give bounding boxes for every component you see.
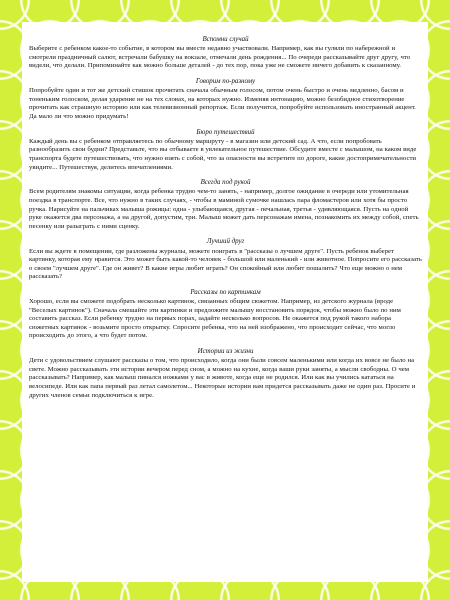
section-best-friend [29, 238, 422, 282]
section-travel-bureau [29, 129, 422, 173]
section-title: Говорим по-разному [195, 77, 256, 85]
section-text: Всем родителям знакомы ситуации, когда ребенка трудно чем-то занять, - например, долгое ожидание в очереди или утомительная поездка в транспорте. Все, что нужно в таких случаях, - чтобы в маминой сумочке нашлась пара фломастеров или хотя бы просто ручка. Нарисуйте на пальчиках малыша рожицы: одна - улыбающаяся, другая - печальная, третья - удивляющаяся. Пусть на одной руке окажется два персонажа, а на другой, допустим, три. Малыш может дать персонажам имена, познакомить их между собой, спеть песенку или разыграть с ними сценку. [29, 188, 419, 230]
section-text: Дети с удовольствием слушают рассказы о том, что происходило, когда они были совсем маленькими или когда их вовсе не было на свете. Можно рассказывать эти истории вечером перед сном, а можно на кухне, когда ваши руки заняты, а мысли свободны. О чем рассказывать? Например, как малыш пинался ножками у вас в животе, когда еще не родился. Или как вы учились кататься на велосипеде. Или как папа первый раз летал самолетом... Некоторые истории вам придется рассказывать даже не один раз. Просите и других членов семьи подключиться к игре. [29, 357, 416, 399]
section-title: Рассказы по картинкам [190, 288, 261, 296]
section-text: Выберите с ребенком какое-то событие, в котором вы вместе недавно участвовали. Например, как вы гуляли по набережной и смотрели праздничный салют, встречали бабушку на вокзале, отмечали день рождения... По очереди рассказывайте друг другу, что видели, что делали. Припоминайте как можно больше деталей - до тех пор, пока уже не сможете ничего добавить к сказанному. [29, 45, 411, 70]
section-life-stories [29, 348, 422, 400]
section-text: Попробуйте один и тот же детский стишок прочитать сначала обычным голосом, потом очень быстро и очень медленно, басом и тоненьким голоском, делая ударение не на тех словах, на которых нужно. Изменяя интонацию, можно безобидное стихотворение прочитать как страшную историю или как телевизионный репортаж. Если получится, попробуйте использовать иностранный акцент. Да мало ли что можно придумать! [29, 87, 416, 120]
section-always-at-hand [29, 179, 422, 231]
article-page [22, 22, 428, 582]
section-picture-stories [29, 289, 422, 341]
section-title: Вспомни случай [202, 36, 249, 43]
section-title: Лучший друг [206, 238, 245, 246]
section-title: Всегда под рукой [200, 179, 251, 187]
section-title: Истории из жизни [197, 348, 254, 356]
section-speak-differently [29, 78, 422, 122]
section-remember-event [29, 36, 422, 71]
section-title: Бюро путешествий [196, 128, 255, 136]
section-text: Хорошо, если вы сможете подобрать несколько картинок, связанных общим сюжетом. Например, из детского журнала (вроде "Веселых картинок"). Сначала смешайте эти картинки и предложите малышу восстановить порядок, чтобы можно было по ним составить рассказ. Если ребенку трудно на первых порах, задайте несколько вопросов. Не окажется под рукой такого набора сюжетных картинок - возьмите просто открытку. Спросите ребенка, что на ней изображено, что происходит сейчас, что могло происходить до этого, а что будет потом. [29, 298, 401, 340]
section-text: Если вы ждете в помещении, где разложены журналы, можете поиграть в "рассказы о лучшем друге". Пусть ребенок выберет картинку, которая ему нравится. Это может быть какой-то человек - большой или маленький - или животное. Попросите его рассказать о своем "лучшем друге". Где он живет? В какие игры любит играть? Он спокойный или любит пошалить? Что еще можно о нем рассказать? [29, 247, 422, 281]
section-text: Каждый день вы с ребенком отправляетесь по обычному маршруту - в магазин или детский сад. А что, если попробовать разнообразить свои будни? Представьте, что вы отбываете в увлекательное путешествие. Обсудите вместе с малышом, на каком виде транспорта будете путешествовать, что нужно взять с собой, что за опасности вы встретите по дороге, какие достопримечательности увидите... Путешествуя, делитесь впечатлениями. [29, 137, 417, 171]
